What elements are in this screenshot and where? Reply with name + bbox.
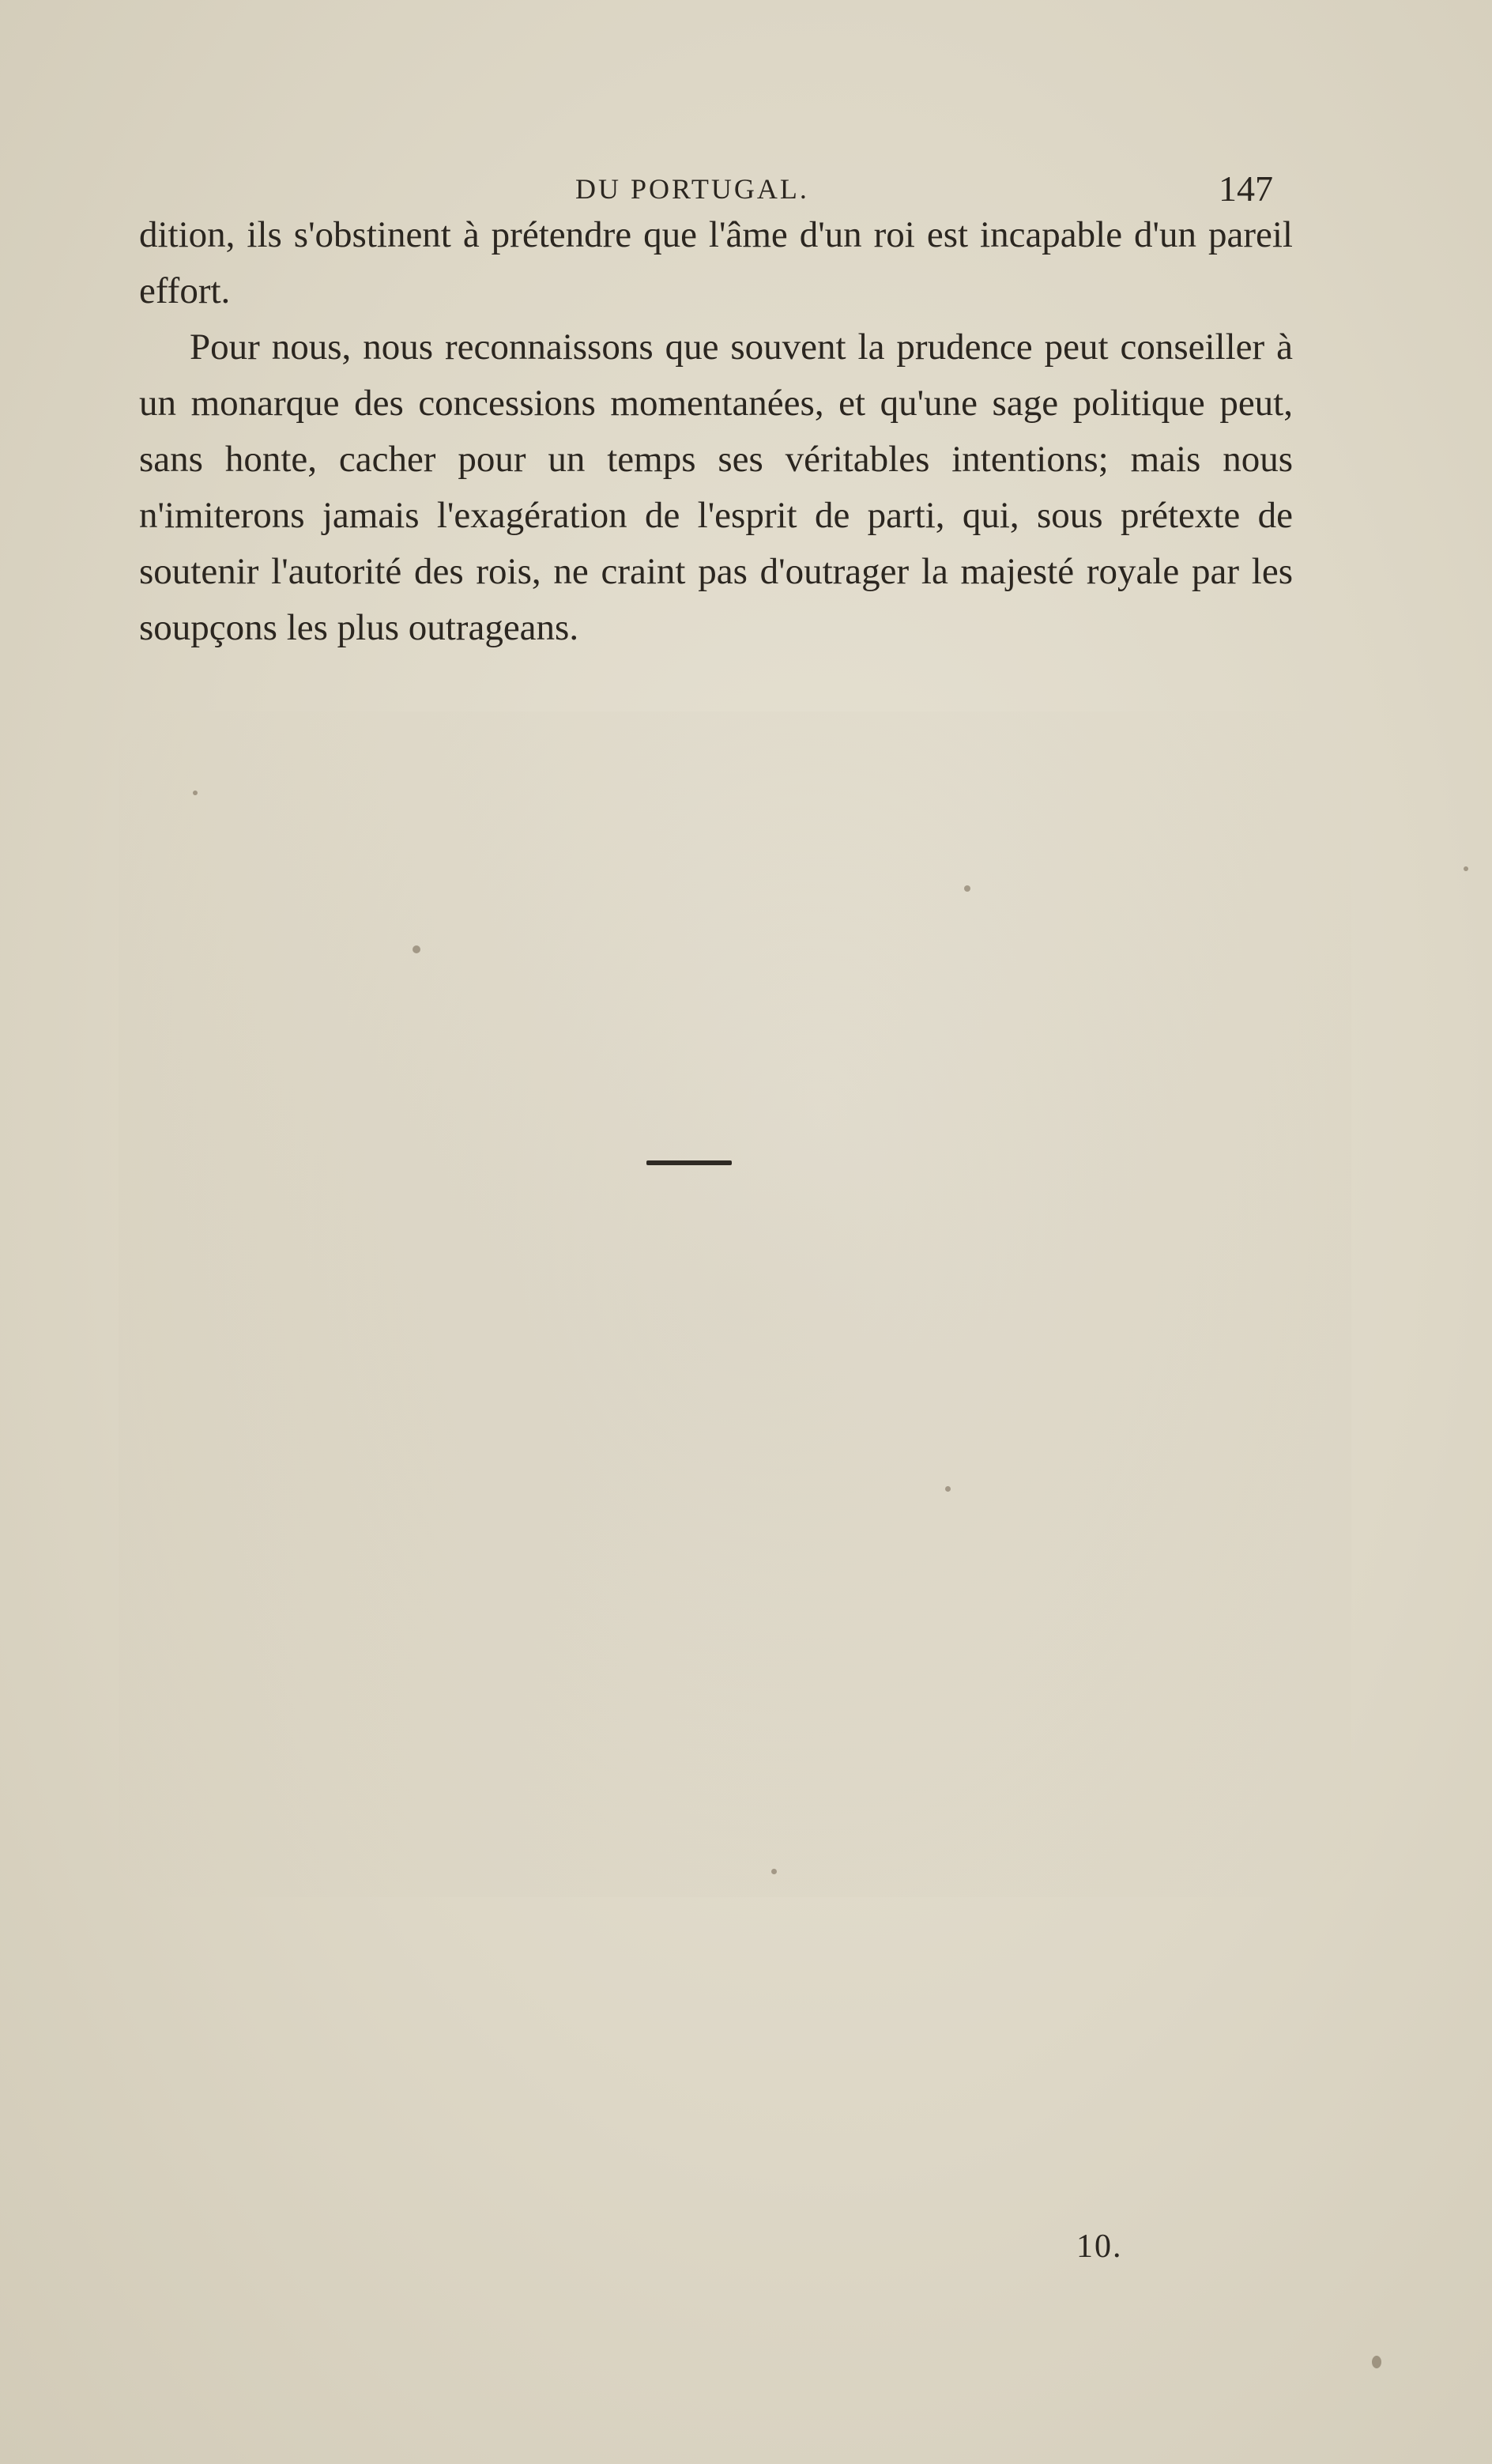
paper-speck xyxy=(1372,2356,1381,2368)
running-title: DU PORTUGAL. xyxy=(575,173,809,205)
signature-mark: 10. xyxy=(1076,2228,1123,2265)
page-number: 147 xyxy=(1219,168,1273,209)
paper-speck xyxy=(193,791,198,795)
paragraph: dition, ils s'obstinent à prétendre que l'âme d'un roi est incapable d'un pareil effort. xyxy=(139,214,1293,311)
body-text xyxy=(139,207,1293,656)
paragraph: Pour nous, nous reconnaissons que souvent la prudence peut conseiller à un monarque des concessions momentanées, et qu'une sage politique peut, sans honte, cacher pour un temps ses véritables intentions; mais nous n'imiterons jamais l'exagération de l'esprit de parti, qui, sous prétexte de soutenir l'autorité des rois, ne craint pas d'outrager la majesté royale par les soupçons les plus outrageans. xyxy=(139,326,1293,648)
show-through-text xyxy=(119,711,1351,1897)
paper-speck xyxy=(771,1869,777,1874)
section-end-rule xyxy=(646,1160,732,1165)
paper-speck xyxy=(413,945,420,953)
page-header xyxy=(0,164,1492,212)
paper-speck xyxy=(945,1486,951,1492)
paper-speck xyxy=(964,885,970,892)
paper-speck xyxy=(1464,866,1468,871)
